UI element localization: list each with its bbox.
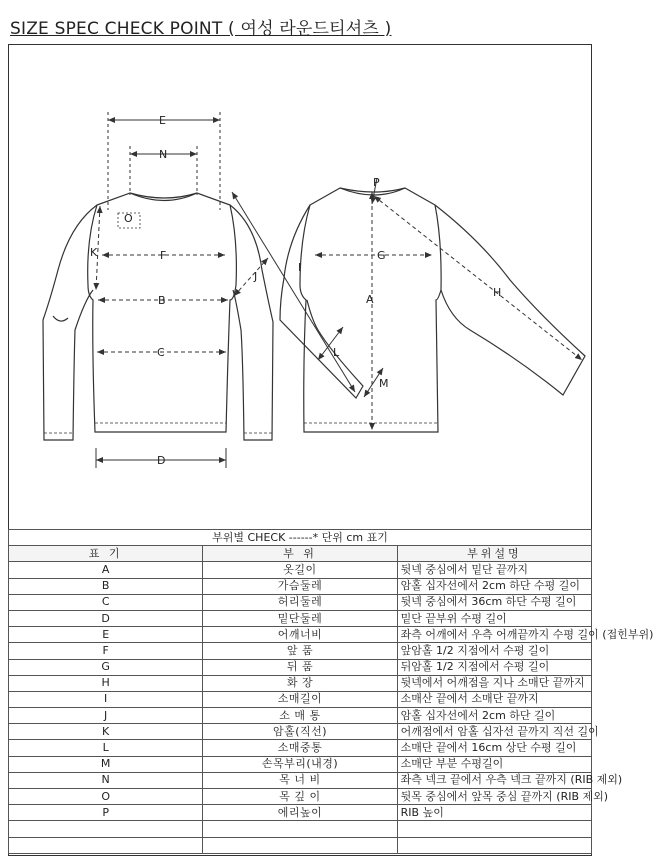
- row-description: 좌측 넥크 끝에서 우측 넥크 끝까지 (RIB 제외): [397, 772, 591, 788]
- row-description: RIB 높이: [397, 805, 591, 821]
- row-description: 뒤암홀 1/2 지점에서 수평 길이: [397, 659, 591, 675]
- row-code: F: [9, 643, 203, 659]
- row-description: [397, 821, 591, 837]
- row-part: 가슴둘레: [203, 578, 397, 594]
- row-code: M: [9, 756, 203, 772]
- row-part: 목 너 비: [203, 772, 397, 788]
- row-description: 뒷넥에서 어깨점을 지나 소매단 끝까지: [397, 675, 591, 691]
- page-title: SIZE SPEC CHECK POINT ( 여성 라운드티셔츠 ): [10, 19, 392, 39]
- row-code: B: [9, 578, 203, 594]
- row-code: O: [9, 789, 203, 805]
- row-code: N: [9, 772, 203, 788]
- table-row: [9, 789, 592, 805]
- table-row: [9, 659, 592, 675]
- row-part: 화 장: [203, 675, 397, 691]
- row-code: [9, 837, 203, 853]
- row-description: 어깨점에서 암홀 십자선 끝까지 직선 길이: [397, 724, 591, 740]
- row-code: H: [9, 675, 203, 691]
- row-part: 목 깊 이: [203, 789, 397, 805]
- header-code: 표 기: [9, 546, 203, 562]
- front-tshirt-outline: [43, 193, 273, 440]
- row-part: 소매중통: [203, 740, 397, 756]
- row-code: K: [9, 724, 203, 740]
- row-description: 뒷목 중심에서 앞목 중심 끝까지 (RIB 제외): [397, 789, 591, 805]
- label-P: P: [373, 176, 380, 189]
- table-row: [9, 724, 592, 740]
- table-row: [9, 837, 592, 853]
- row-code: C: [9, 594, 203, 610]
- label-N: N: [159, 148, 168, 161]
- row-description: 소매단 끝에서 16cm 상단 수평 길이: [397, 740, 591, 756]
- row-description: 암홀 십자선에서 2cm 하단 길이: [397, 708, 591, 724]
- row-code: I: [9, 691, 203, 707]
- row-description: 소매단 부분 수평길이: [397, 756, 591, 772]
- row-part: [203, 821, 397, 837]
- table-header-row: [9, 546, 592, 562]
- table-row: [9, 772, 592, 788]
- label-D: D: [157, 454, 166, 467]
- row-code: L: [9, 740, 203, 756]
- table-row: [9, 627, 592, 643]
- row-part: 소매길이: [203, 691, 397, 707]
- row-part: 옷길이: [203, 562, 397, 578]
- header-description: 부위설명: [397, 546, 591, 562]
- label-I: I: [298, 261, 302, 274]
- table-row: [9, 691, 592, 707]
- row-description: [397, 837, 591, 853]
- row-part: 뒤 품: [203, 659, 397, 675]
- table-row: [9, 805, 592, 821]
- label-E: E: [159, 114, 166, 127]
- table-row: [9, 675, 592, 691]
- spec-check-table: [8, 529, 653, 854]
- table-row: [9, 610, 592, 626]
- label-H: H: [493, 286, 502, 299]
- table-row: [9, 708, 592, 724]
- label-J: J: [254, 270, 258, 283]
- row-code: G: [9, 659, 203, 675]
- row-code: D: [9, 610, 203, 626]
- row-part: 손목부리(내경): [203, 756, 397, 772]
- table-row: [9, 562, 592, 578]
- label-O: O: [124, 212, 133, 225]
- back-tshirt-outline: [280, 188, 585, 432]
- row-code: P: [9, 805, 203, 821]
- row-part: 밑단둘레: [203, 610, 397, 626]
- row-description: 앞암홀 1/2 지점에서 수평 길이: [397, 643, 591, 659]
- row-part: 앞 품: [203, 643, 397, 659]
- label-B: B: [158, 294, 166, 307]
- row-code: A: [9, 562, 203, 578]
- label-C: C: [157, 346, 165, 359]
- row-part: [203, 837, 397, 853]
- label-K: K: [90, 246, 98, 259]
- label-F: F: [160, 249, 167, 262]
- row-description: 소매산 끝에서 소매단 끝까지: [397, 691, 591, 707]
- row-part: 허리둘레: [203, 594, 397, 610]
- row-code: [9, 821, 203, 837]
- label-G: G: [377, 249, 386, 262]
- table-caption: 부위별 CHECK ------* 단위 cm 표기: [9, 530, 592, 546]
- table-row: [9, 821, 592, 837]
- row-description: 암홀 십자선에서 2cm 하단 수평 길이: [397, 578, 591, 594]
- row-description: 좌측 어깨에서 우측 어깨끝까지 수평 길이 (접힌부위): [397, 627, 591, 643]
- label-M: M: [379, 377, 389, 390]
- row-description: 뒷넥 중심에서 36cm 하단 수평 길이: [397, 594, 591, 610]
- label-L: L: [333, 346, 340, 359]
- row-part: 에리높이: [203, 805, 397, 821]
- header-part: 부 위: [203, 546, 397, 562]
- row-code: E: [9, 627, 203, 643]
- table-row: [9, 643, 592, 659]
- row-code: J: [9, 708, 203, 724]
- label-A: A: [366, 293, 374, 306]
- table-row: [9, 740, 592, 756]
- row-description: 뒷넥 중심에서 밑단 끝까지: [397, 562, 591, 578]
- row-part: 소 매 통: [203, 708, 397, 724]
- table-row: [9, 578, 592, 594]
- table-row: [9, 594, 592, 610]
- table-caption-row: [9, 530, 592, 546]
- row-description: 밑단 끝부위 수평 길이: [397, 610, 591, 626]
- table-row: [9, 756, 592, 772]
- row-part: 어깨너비: [203, 627, 397, 643]
- row-part: 암홀(직선): [203, 724, 397, 740]
